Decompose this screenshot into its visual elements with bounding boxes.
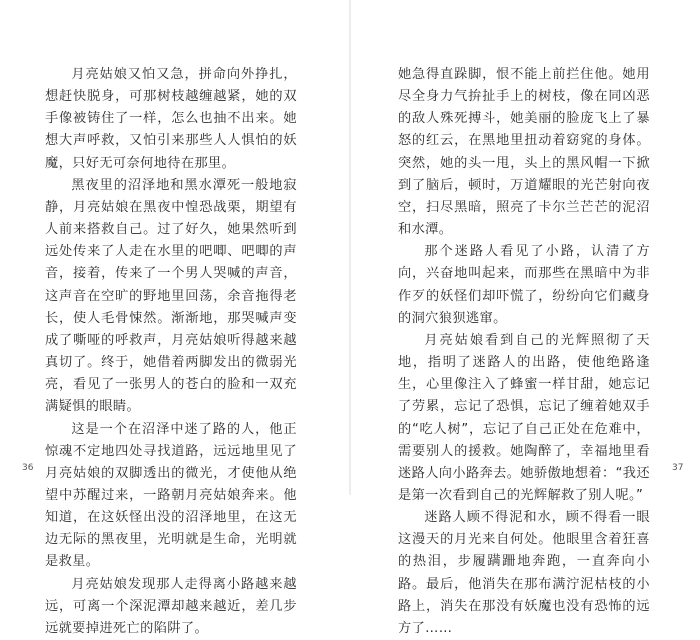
paragraph: 这是一个在沼泽中迷了路的人，他正惊魂不定地四处寻找道路，远远地里见了月亮姑娘的双脚透出的微光，才使他从绝望中苏醒过来，一路朝月亮姑娘奔来。他知道，在这妖怪出没的沼泽地里，在这无边无际的黑夜里，光明就是生命，光明就是救星。 [45, 421, 297, 570]
paragraph: 黑夜里的沼泽地和黑水潭死一般地寂静，月亮姑娘在黑夜中惶恐战栗，期望有人前来搭救自己。过了好久，她果然听到远处传来了人走在水里的吧唧、吧唧的声音，接着，传来了一个男人哭喊的声音，这声音在空旷的野地里回荡，余音拖得老长，使人毛骨悚然。渐渐地，那哭喊声变成了嘶哑的呼救声，月亮姑娘听得越来越真切了。终于，她借着两脚发出的微弱光亮，看见了一张男人的苍白的脸和一双充满疑惧的眼睛。 [45, 177, 297, 415]
right-page [350, 0, 700, 636]
left-page [0, 0, 350, 636]
paragraph: 迷路人顾不得泥和水，顾不得看一眼这漫天的月光来自何处。他眼里含着狂喜的热泪，步履蹒跚地奔跑，一直奔向小路。最后，他消失在那布满泞泥枯枝的小路上，消失在那没有妖魔也没有恐怖的远方了…… [398, 510, 650, 636]
left-page-text [45, 64, 297, 640]
paragraph: 月亮姑娘又怕又急，拼命向外挣扎，想赶快脱身，可那树枝越缠越紧，她的双手像被铸住了一样，怎么也抽不出来。她想大声呼救，又怕引来那些人人惧怕的妖魔，只好无可奈何地待在那里。 [45, 67, 297, 171]
right-page-text [398, 64, 650, 640]
paragraph: 月亮姑娘看到自己的光辉照彻了天地，指明了迷路人的出路，使他绝路逢生，心里像注入了蜂蜜一样甘甜，她忘记了劳累，忘记了恐惧，忘记了缠着她双手的“吃人树”，忘记了自己正处在危难中，需要别人的援救。她陶醉了，幸福地里看迷路人向小路奔去。她骄傲地想着：“我还是第一次看到自己的光辉解救了别人呢。” [398, 332, 650, 503]
page-number: 36 [22, 463, 34, 473]
paragraph: 那个迷路人看见了小路，认清了方向，兴奋地叫起来，而那些在黑暗中为非作歹的妖怪们却吓慌了，纷纷向它们藏身的洞穴狼狈逃窜。 [398, 244, 650, 326]
paragraph-continued: 她急得直跺脚，恨不能上前拦住他。她用尽全身力气拚扯手上的树枝，像在同凶恶的敌人殊死搏斗，她美丽的脸庞飞上了暴怒的红云，在黑地里扭动着窈窕的身体。突然，她的头一甩，头上的黑风帽一下掀到了脑后，顿时，万道耀眼的光芒射向夜空，扫尽黑暗，照亮了卡尔兰芒芒的泥沼和水潭。 [398, 67, 650, 238]
page-number: 37 [672, 463, 684, 473]
paragraph: 月亮姑娘发现那人走得离小路越来越远，可离一个深泥潭却越来越近，差几步远就要掉进死亡的陷阱了。 [45, 576, 297, 636]
